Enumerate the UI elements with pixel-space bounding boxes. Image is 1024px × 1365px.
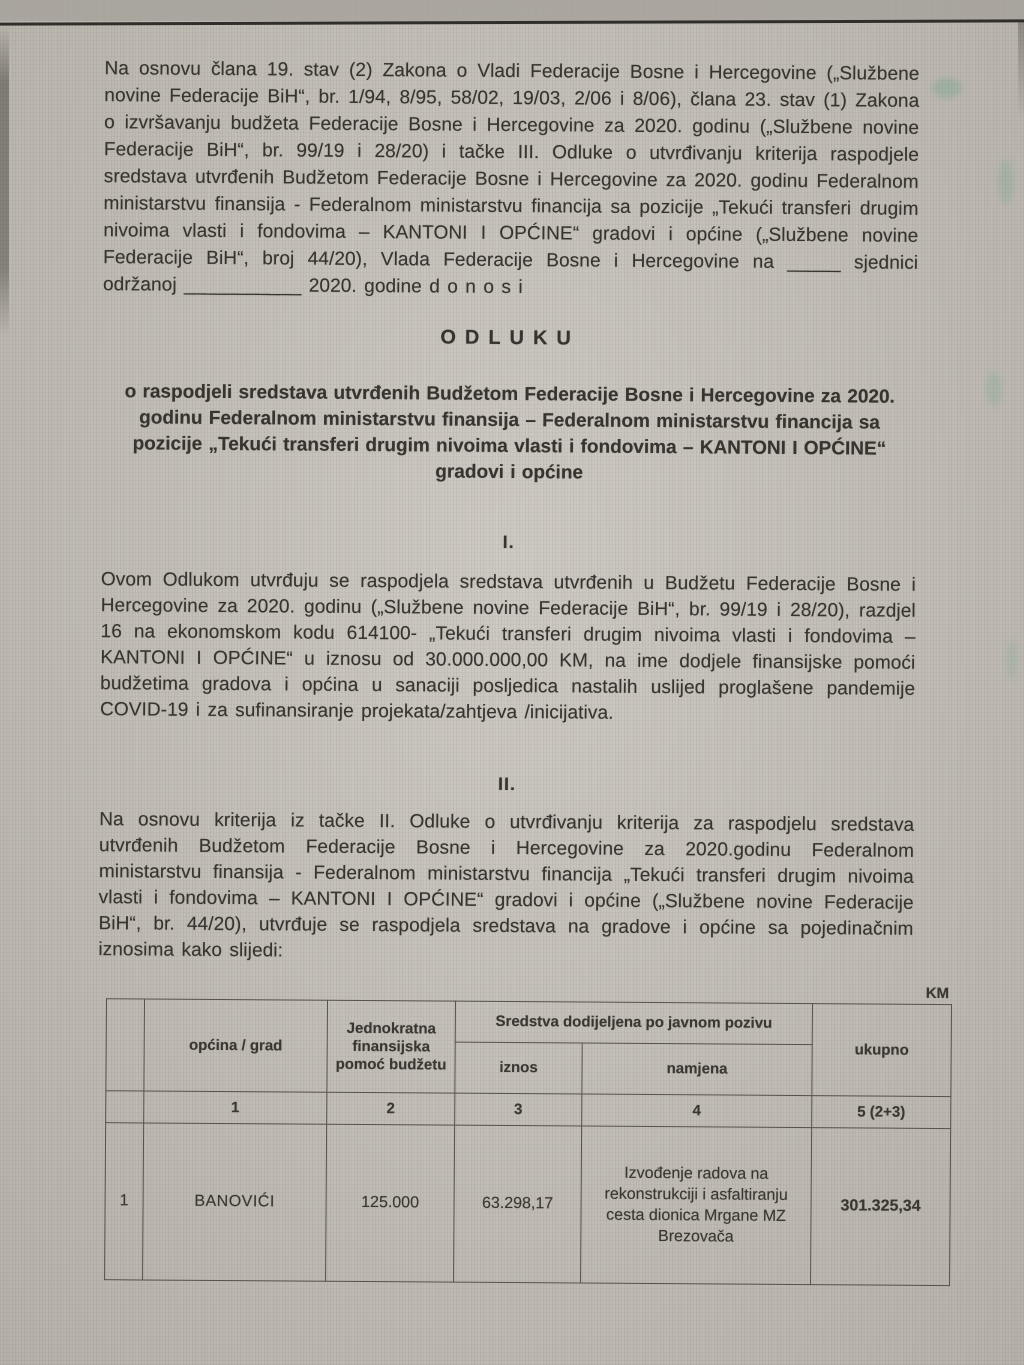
col-header-rownum bbox=[106, 999, 145, 1091]
col-header-ukupno: ukupno bbox=[812, 1004, 952, 1097]
column-number-5: 5 (2+3) bbox=[812, 1096, 951, 1129]
allocation-table bbox=[104, 998, 952, 1286]
col-group-header-javni-poziv: Sredstva dodijeljena po javnom pozivu bbox=[455, 1001, 812, 1044]
decision-subtitle: o raspodjeli sredstava utvrđenih Budžetom Federacije Bosne i Hercegovine za 2020. godinu Federalnom ministarstvu finansija – Federalnom ministarstvu financija sa pozicije „Tekući transferi drugim nivoima vlasti i fondovima – KANTONI I OPĆINE“ gradovi i općine bbox=[124, 381, 895, 484]
decision-title: ODLUKU bbox=[440, 326, 580, 350]
cell-opcina: BANOVIĆI bbox=[143, 1123, 327, 1281]
col-header-namjena: namjena bbox=[582, 1043, 812, 1096]
column-number-3: 3 bbox=[455, 1093, 582, 1126]
section-heading-ii: II. bbox=[497, 773, 517, 795]
section-paragraph-i: Ovom Odlukom utvrđuju se raspodjela sredstava utvrđenih u Budžetu Federacije Bosne i Hercegovine za 2020. godinu („Službene novine Federacije BiH“, br. 99/19 i 28/20), razdjel 16 na ekonomskom kodu 614100- „Tekući transferi drugim nivoima vlasti i fondovima – KANTONI I OPĆINE“ u iznosu od 30.000.000,00 KM, na ime dodjele finansijske pomoći budžetima gradova i općina u sanaciji posljedica nastalih uslijed proglašene pandemije COVID-19 i za sufinansiranje projekata/zahtjeva /inicijativa. bbox=[99, 569, 916, 724]
section-heading-i: I. bbox=[502, 531, 515, 553]
table-row bbox=[105, 1123, 951, 1286]
col-header-jednokratna: Jednokratna finansijska pomoć budžetu bbox=[327, 1000, 456, 1093]
allocation-table-zone bbox=[104, 979, 951, 1286]
col-header-opcina: općina / grad bbox=[144, 999, 328, 1092]
col-header-iznos: iznos bbox=[455, 1042, 582, 1094]
intro-paragraph: Na osnovu člana 19. stav (2) Zakona o Vladi Federacije Bosne i Hercegovine („Službene novine Federacije BiH“, br. 1/94, 8/95, 58/02, 19/03, 2/06 i 8/06), člana 23. stav (1) Zakona o izvršavanju budžeta Federacije Bosne i Hercegovine za 2020. godinu („Službene novine Federacije BiH“, br. 99/19 i 28/20) i tačke III. Odluke o utvrđivanju kriterija raspodjele sredstava utvrđenih Budžetom Federacije Bosne i Hercegovine za 2020. godinu Federalnom ministarstvu finansija - Federalnom ministarstvu financija sa pozicije „Tekući transferi drugim nivoima vlasti i fondovima – KANTONI I OPĆINE“ gradovi i općine („Službene novine Federacije BiH“, broj 44/20), Vlada Federacije Bosne i Hercegovine na _____ sjednici održanoj ___________ 2020. godine d o n o s i bbox=[102, 58, 920, 299]
cell-row-number: 1 bbox=[105, 1123, 144, 1280]
cell-jednokratna: 125.000 bbox=[326, 1124, 455, 1282]
cell-iznos: 63.298,17 bbox=[454, 1125, 582, 1283]
section-paragraph-ii: Na osnovu kriterija iz tačke II. Odluke o utvrđivanju kriterija za raspodjelu sredstava utvrđenih Budžetom Federacije Bosne i Hercegovine za 2020.godinu Federalnom ministarstvu finansija - Federalnom ministarstvu financija „Tekući transferi drugim nivoima vlasti i fondovima – KANTONI I OPĆINE“ gradovi i općine („Službene novine Federacije BiH“, br. 44/20), utvrđuje se raspodjela sredstava na gradove i općine sa pojedinačnim iznosima kako slijedi: bbox=[98, 809, 915, 962]
column-number-4: 4 bbox=[582, 1094, 812, 1128]
cell-ukupno: 301.325,34 bbox=[811, 1128, 951, 1286]
cell-namjena: Izvođenje radova na rekonstrukciji i asfaltiranju cesta dionica Mrgane MZ Brezovača bbox=[581, 1126, 812, 1285]
column-number-2: 2 bbox=[327, 1092, 455, 1125]
column-number-1: 1 bbox=[144, 1091, 327, 1124]
currency-label: KM bbox=[925, 984, 950, 1003]
column-number-empty bbox=[106, 1091, 144, 1123]
